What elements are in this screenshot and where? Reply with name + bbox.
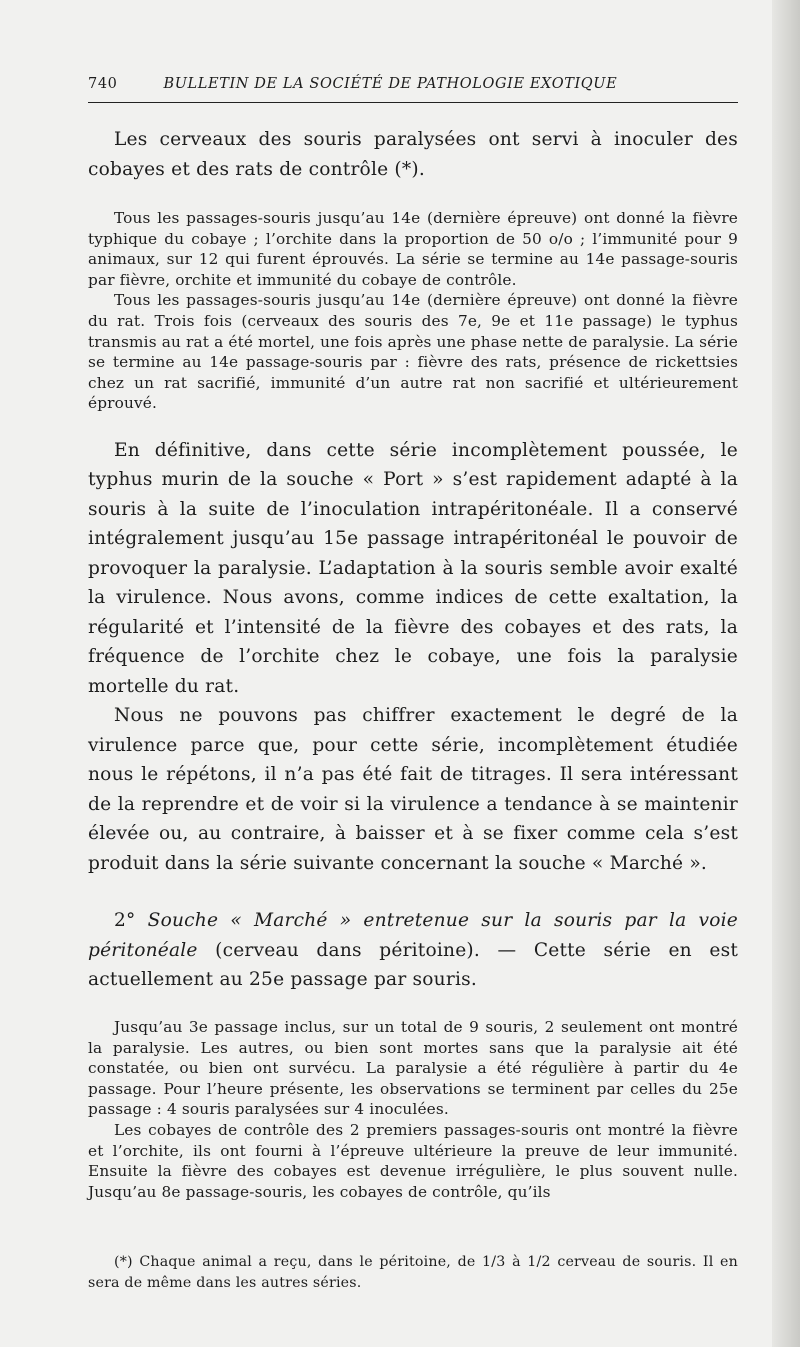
page-number: 740 [88, 76, 118, 92]
paragraph-virulence: Nous ne pouvons pas chiffrer exactement le degré de la virulence parce que, pour cette série, incomplètement étudiée nous le répétons, il n’a pas été fait de titrages. Il sera intéressant de la reprendre et de voir si la virulence a tendance à se maintenir élevée ou, au contraire, à baisser et à se fixer comme cela s’est produit dans la série suivante concernant la souche « Marché ». [88, 705, 738, 874]
journal-title: BULLETIN DE LA SOCIÉTÉ DE PATHOLOGIE EXOTIQUE [163, 76, 618, 92]
section-title-rest: (cerveau dans péritoine). — Cette série en est actuellement au 25e passage par souris. [88, 939, 738, 991]
small-paragraph-cobaye: Tous les passages-souris jusqu’au 14e (dernière épreuve) ont donné la fièvre typhique du cobaye ; l’orchite dans la proportion de 50 o/o ; l’immunité pour 9 animaux, sur 12 qui furent éprouvés. La série se termine au 14e passage-souris par fièvre, orchite et immunité du cobaye de contrôle. [88, 209, 738, 289]
paragraph-contre-inoculation: Les cerveaux des souris paralysées ont servi à inoculer des cobayes et des rats de contrôle (*). [88, 129, 738, 180]
small-paragraph-rat: Tous les passages-souris jusqu’au 14e (dernière épreuve) ont donné la fièvre du rat. Trois fois (cerveaux des souris des 7e, 9e et 11e passage) le typhus transmis au rat a été mortel, une fois après une phase nette de paralysie. La série se termine au 14e passage-souris par : fièvre des rats, présence de rickettsies chez un rat sacrifié, immunité d’un autre rat non sacrifié et ultérieurement éprouvé. [88, 291, 738, 413]
section-title-italic: Souche « Marché » entretenue sur la souris par la voie péritonéale [88, 910, 738, 961]
running-header [88, 76, 738, 103]
paragraph-definitive: En définitive, dans cette série incomplètement poussée, le typhus murin de la souche « Port » s’est rapidement adapté à la souris à la suite de l’inoculation intrapéritonéale. Il a conservé intégralement jusqu’au 15e passage intrapéritonéal le pouvoir de provoquer la paralysie. L’adaptation à la souris semble avoir exalté la virulence. Nous avons, comme indices de cette exaltation, la régularité et l’intensité de la fièvre des cobayes et des rats, la fréquence de l’orchite chez le cobaye, une fois la paralysie mortelle du rat. [88, 439, 738, 697]
footnote: (*) Chaque animal a reçu, dans le péritoine, de 1/3 à 1/2 cerveau de souris. Il en sera de même dans les autres séries. [88, 1254, 738, 1292]
small-paragraph-cobayes-controle: Les cobayes de contrôle des 2 premiers passages-souris ont montré la fièvre et l’orchite, ils ont fourni à l’épreuve ultérieure la preuve de leur immunité. Ensuite la fièvre des cobayes est devenue irrégulière, le plus souvent nulle. Jusqu’au 8e passage-souris, les cobayes de contrôle, qu’ils [88, 1120, 738, 1201]
page-edge-shadow [772, 0, 800, 1347]
section-heading-souche-marche [88, 906, 738, 995]
small-paragraph-paralysie: Jusqu’au 3e passage inclus, sur un total de 9 souris, 2 seulement ont montré la paralysie. Les autres, ou bien sont mortes sans que la paralysie ait été constatée, ou bien ont survécu. La paralysie a été régulière à partir du 4e passage. Pour l’heure présente, les observations se terminent par celles du 25e passage : 4 souris paralysées sur 4 inoculées. [88, 1017, 738, 1119]
section-number: 2° [114, 910, 136, 932]
page [88, 76, 738, 1294]
